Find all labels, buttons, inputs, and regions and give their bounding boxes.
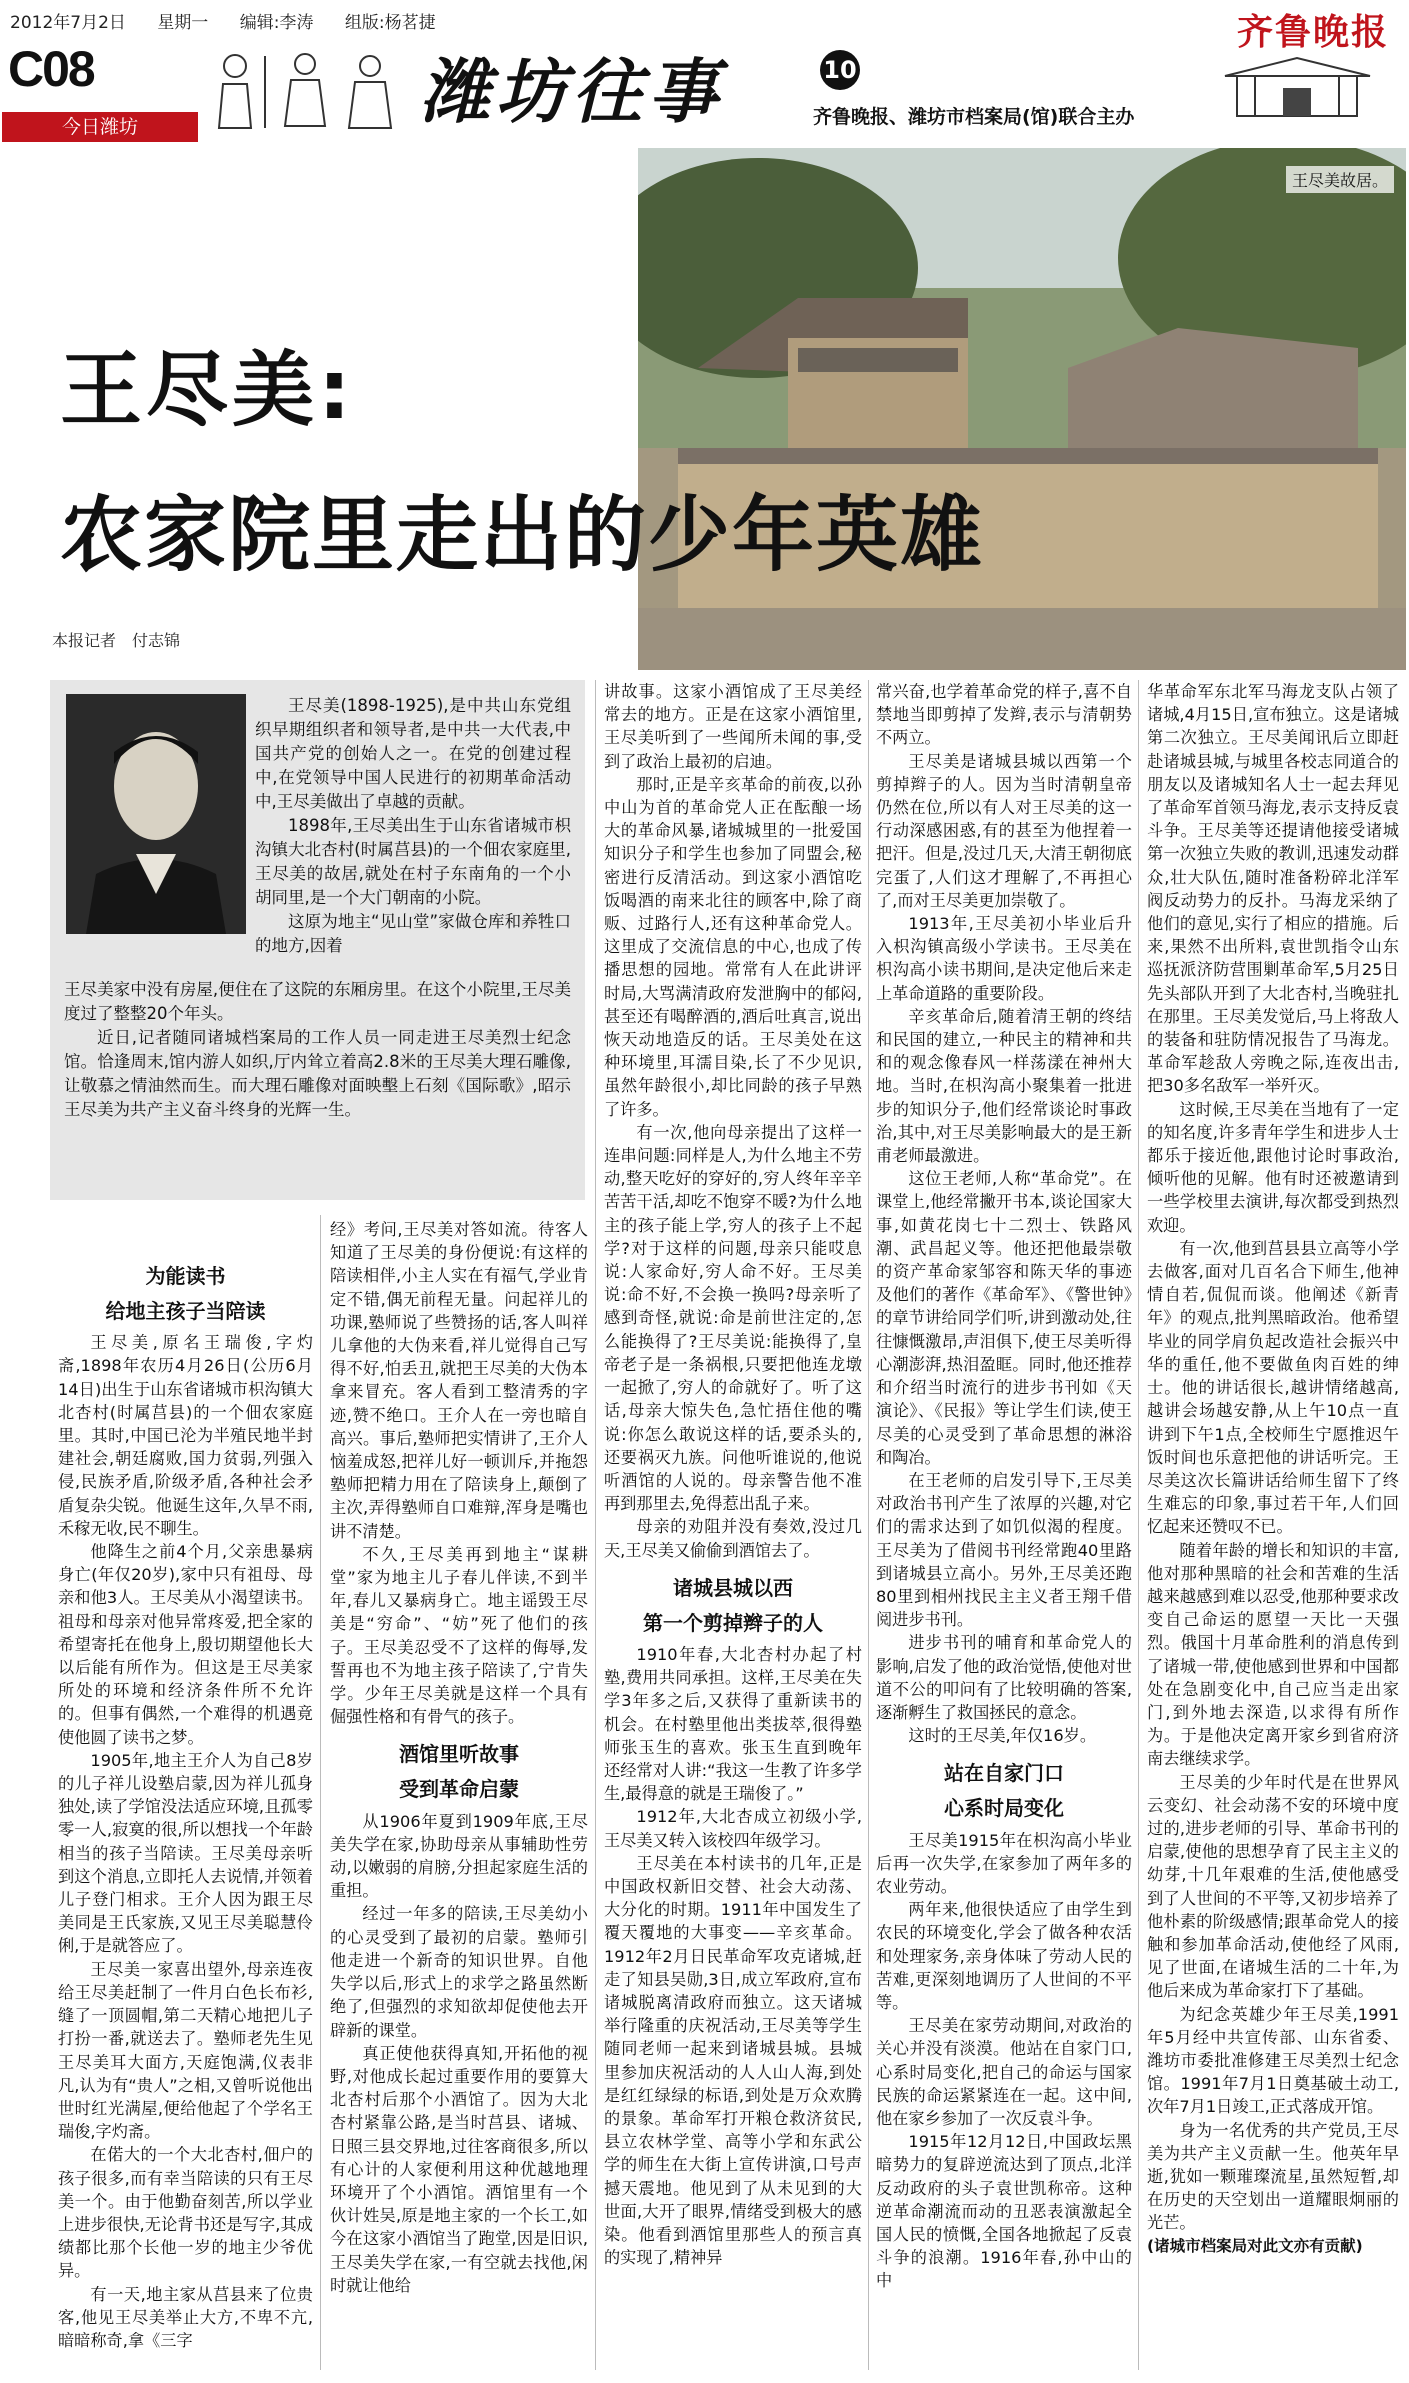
- banner-gate-illustration: [1205, 36, 1390, 136]
- contribution-credit: (诸城市档案局对此文亦有贡献): [1147, 2236, 1363, 2255]
- body-paragraph: 华革命军东北军马海龙支队占领了诸城,4月15日,宣布独立。这是诸城第二次独立。王尽美闻讯后立即赶赴诸城县城,与城里各校志同道合的朋友以及诸城知名人士一起去拜见了革命军首领马海龙,表示支持反袁斗争。王尽美等还提请他接受诸城第一次独立失败的教训,迅速发动群众,壮大队伍,随时准备粉碎北洋军阀反动势力的反扑。马海龙采纳了他们的意见,实行了相应的措施。后来,果然不出所料,袁世凯指令山东巡抚派济防营围剿革命军,5月25日先头部队开到了大北杏村,当晚驻扎在那里。王尽美发觉后,马上将敌人的装备和驻防情况报告了马海龙。革命军趁敌人旁晚之际,连夜出击,把30多名敌军一举歼灭。: [1147, 682, 1399, 1096]
- body-paragraph: 这位王老师,人称“革命党”。在课堂上,他经常撇开书本,谈论国家大事,如黄花岗七十二烈士、铁路风潮、武昌起义等。他还把他最崇敬的资产革命家邹容和陈天华的事迹及他们的著作《革命军》、《警世钟》的章节讲给同学们听,讲到激动处,往往慷慨激昂,声泪俱下,使王尽美听得心潮澎湃,热泪盈眶。同时,他还推荐和介绍当时流行的进步书刊如《天演论》、《民报》等让学生们读,使王尽美的心灵受到了革命思想的淋浴和陶冶。: [876, 1169, 1132, 1467]
- banner-figures-illustration: [205, 36, 405, 136]
- body-paragraph: 进步书刊的哺育和革命党人的影响,启发了他的政治觉悟,使他对世道不公的叩问有了比较明确的答案,逐渐孵生了救国拯民的意念。: [876, 1633, 1132, 1722]
- masthead-meta: [10, 8, 462, 33]
- page-number: C08: [8, 41, 94, 97]
- body-paragraph: 1913年,王尽美初小毕业后升入枳沟镇高级小学读书。王尽美在枳沟高小读书期间,是决定他后来走上革命道路的重要阶段。: [876, 914, 1132, 1003]
- body-paragraph: 王尽美是诸城县城以西第一个剪掉辫子的人。因为当时清朝皇帝仍然在位,所以有人对王尽美的这一行动深感困惑,有的甚至为他捏着一把汗。但是,没过几天,大清王朝彻底完蛋了,人们这才理解了,不再担心了,而对王尽美更加崇敬了。: [876, 751, 1132, 910]
- intro-paragraph: 近日,记者随同诸城档案局的工作人员一同走进王尽美烈士纪念馆。恰逢周末,馆内游人如织,厅内耸立着高2.8米的王尽美大理石雕像,让敬慕之情油然而生。而大理石雕像对面映墼上石刻《国际歌》,昭示王尽美为共产主义奋斗终身的光辉一生。: [64, 1028, 571, 1119]
- intro-box: [50, 680, 585, 1200]
- editor-credit: 编辑:李涛: [239, 13, 314, 33]
- body-paragraph: 1915年12月12日,中国政坛黑暗势力的复辟逆流达到了顶点,北洋反动政府的头子袁世凯称帝。这种逆革命潮流而动的丑恶表演激起全国人民的愤慨,全国各地掀起了反袁斗争的浪潮。1916年春,孙中山的中: [876, 2132, 1132, 2291]
- article-column-2: [330, 1218, 588, 2297]
- body-paragraph: 有一次,他到莒县县立高等小学去做客,面对几百名合下师生,他神情自若,侃侃而谈。他阐述《新青年》的观点,批判黑暗政治。他希望毕业的同学肩负起改造社会振兴中华的重任,他不要做鱼肉百姓的绅士。他的讲话很长,越讲情绪越高,越讲会场越安静,从上午10点一直讲到下午1点,全校师生宁愿推迟午饭时间也乐意把他的讲话听完。王尽美这次长篇讲话给师生留下了终生难忘的印象,事过若干年,人们回忆起来还赞叹不已。: [1147, 1238, 1399, 1537]
- subsection-subheading: 第一个剪掉辫子的人: [643, 1610, 823, 1635]
- intro-side-text: [255, 694, 571, 958]
- article-column-1: [58, 1250, 313, 2352]
- newspaper-brand: 齐鲁晚报: [1236, 11, 1389, 53]
- column-rule: [868, 680, 869, 2370]
- body-paragraph: 辛亥革命后,随着清王朝的终结和民国的建立,一种民主的精神和共和的观念像春风一样荡漾在神州大地。当时,在枳沟高小聚集着一批进步的知识分子,他们经常谈论时事政治,其中,对王尽美影响最大的是王新甫老师最激进。: [876, 1006, 1132, 1166]
- article-column-5: [1147, 680, 1399, 2258]
- body-paragraph: 他降生之前4个月,父亲患暴病身亡(年仅20岁),家中只有祖母、母亲和他3人。王尽美从小渴望读书。祖母和母亲对他异常疼爱,把全家的希望寄托在他身上,殷切期望他长大以后能有所作为。但这是王尽美家所处的环境和经济条件所不允许的。但事有偶然,一个难得的机遇竟使他圆了读书之梦。: [58, 1542, 313, 1747]
- body-paragraph: 这时候,王尽美在当地有了一定的知名度,许多青年学生和进步人士都乐于接近他,跟他讨论时事政治,倾听他的见解。他有时还被邀请到一些学校里去演讲,每次都受到热烈欢迎。: [1147, 1099, 1399, 1235]
- article-column-3: [604, 680, 862, 2269]
- body-paragraph: 1910年春,大北杏村办起了村塾,费用共同承担。这样,王尽美在失学3年多之后,又获得了重新读书的机会。在村塾里他出类拔萃,很得塾师张玉生的喜欢。张玉生直到晚年还经常对人讲:“我这一生教了许多学生,最得意的就是王瑞俊了。”: [604, 1644, 862, 1804]
- body-paragraph: 在王老师的启发引导下,王尽美对政治书刊产生了浓厚的兴趣,对它们的需求达到了如饥似渴的程度。王尽美为了借阅书刊经常跑40里路到诸城县立高小。另外,王尽美还跑80里到相州找民主主义者王翔千借阅进步书刊。: [876, 1470, 1132, 1630]
- residence-photo-drawing: [638, 148, 1406, 670]
- column-banner: [205, 36, 1390, 136]
- body-paragraph: 经》考问,王尽美对答如流。待客人知道了王尽美的身份便说:有这样的陪读相伴,小主人实在有福气,学业肯定不错,偶无前程无量。问起祥儿的功课,塾师说了些赞扬的话,客人叫祥儿拿他的大伪来看,祥儿觉得自己写得不好,怕丢丑,就把王尽美的大伪本拿来冒充。客人看到工整清秀的字迹,赞不绝口。王介人在一旁也暗自高兴。事后,塾师把实情讲了,王介人恼羞成怒,把祥儿好一顿训斥,并拖怨塾师把精力用在了陪读身上,颠倒了主次,弄得塾师自口难辩,浑身是嘴也讲不清楚。: [330, 1220, 588, 1541]
- body-paragraph: 从1906年夏到1909年底,王尽美失学在家,协助母亲从事辅助性劳动,以嫩弱的肩膀,分担起家庭生活的重担。: [330, 1811, 588, 1901]
- body-paragraph: 王尽美,原名王瑞俊,字灼斋,1898年农历4月26日(公历6月14日)出生于山东省诸城市枳沟镇大北杏村(时属莒县)的一个佃农家庭里。其时,中国已沦为半殖民地半封建社会,朝廷腐败,国力贫弱,列强入侵,民族矛盾,阶级矛盾,各种社会矛盾复杂尖锐。他诞生这年,久旱不雨,禾稼无收,民不聊生。: [58, 1333, 313, 1538]
- column-rule: [1138, 680, 1139, 2370]
- intro-paragraph: 王尽美(1898-1925),是中共山东党组织早期组织者和领导者,是中共一大代表,中国共产党的创始人之一。在党的创建过程中,在党领导中国人民进行的初期革命活动中,王尽美做出了卓越的贡献。: [255, 696, 571, 811]
- body-paragraph: 真正使他获得真知,开拓他的视野,对他成长起过重要作用的要算大北杏村后那个小酒馆了。因为大北杏村紧靠公路,是当时莒县、诸城、日照三县交界地,过往客商很多,所以有心计的人家便利用这种优越地理环境开了个小酒馆。酒馆里有一个伙计姓吴,原是地主家的一个长工,如今在这家小酒馆当了跑堂,因是旧识,王尽美失学在家,一有空就去找他,闲时就让他给: [330, 2043, 588, 2295]
- body-paragraph: 常兴奋,也学着革命党的样子,喜不自禁地当即剪掉了发辫,表示与清朝势不两立。: [876, 682, 1132, 748]
- body-paragraph: 随着年龄的增长和知识的丰富,他对那种黑暗的社会和苦难的生活越来越感到难以忍受,他那种要求改变自己命运的愿望一天比一天强烈。俄国十月革命胜利的消息传到了诸城一带,使他感到世界和中国都处在急剧变化中,自己应当走出家门,到外地去深造,以求得有所作为。于是他决定离开家乡到省府济南去继续求学。: [1147, 1540, 1399, 1769]
- subsection-subheading: 给地主孩子当陪读: [105, 1299, 266, 1323]
- article-column-4: [876, 680, 1132, 2293]
- subsection-heading: 站在自家门口: [944, 1761, 1064, 1786]
- intro-paragraph: 这原为地主“见山堂”家做仓库和养牲口的地方,因着: [255, 912, 571, 955]
- body-paragraph: 王尽美在家劳动期间,对政治的关心并没有淡漠。他站在自家门口,心系时局变化,把自己的命运与国家民族的命运紧紧连在一起。这中间,他在家乡参加了一次反袁斗争。: [876, 2016, 1132, 2128]
- byline: 本报记者 付志锦: [52, 631, 181, 650]
- former-residence-photo: [638, 148, 1406, 670]
- body-paragraph: 这时的王尽美,年仅16岁。: [908, 1726, 1097, 1746]
- subsection-subheading: 心系时局变化: [944, 1796, 1064, 1821]
- series-number-badge: 10: [820, 50, 860, 90]
- subsection-heading: 酒馆里听故事: [399, 1742, 519, 1767]
- intro-bottom-text: [64, 978, 571, 1122]
- issue-weekday: 星期一: [157, 13, 209, 33]
- intro-paragraph: 1898年,王尽美出生于山东省诸城市枳沟镇大北杏村(时属莒县)的一个佃农家庭里,王尽美的故居,就处在村子东南角的一个小胡同里,是一个大门朝南的小院。: [255, 816, 571, 907]
- photo-caption: 王尽美故居。: [1286, 166, 1394, 193]
- body-paragraph: 为纪念英雄少年王尽美,1991年5月经中共宣传部、山东省委、潍坊市委批准修建王尽美烈士纪念馆。1991年7月1日奠基破土动工,次年7月1日竣工,正式落成开馆。: [1147, 2004, 1399, 2117]
- issue-date: 2012年7月2日: [10, 13, 126, 33]
- column-rule: [320, 1215, 321, 2370]
- portrait-drawing: [66, 694, 246, 934]
- section-tag: 今日潍坊: [2, 112, 198, 142]
- subsection-subheading: 受到革命启蒙: [399, 1777, 519, 1802]
- body-paragraph: 那时,正是辛亥革命的前夜,以孙中山为首的革命党人正在酝酿一场大的革命风暴,诸城城里的一批爱国知识分子和学生也参加了同盟会,秘密进行反清活动。到这家小酒馆吃饭喝酒的南来北往的顾客中,除了商贩、过路行人,还有这种革命党人。这里成了交流信息的中心,也成了传播思想的园地。常常有人在此讲评时局,大骂满清政府发泄胸中的郁闷,甚至还有喝醉酒的,酒后吐真言,说出恢天动地造反的话。王尽美处在这种环境里,耳濡目染,长了不少见识,虽然年龄很小,却比同龄的孩子早熟了许多。: [604, 774, 862, 1119]
- portrait-photo: [66, 694, 246, 934]
- designer-credit: 组版:杨茗捷: [344, 13, 436, 33]
- body-paragraph: 有一次,他向母亲提出了这样一连串问题:同样是人,为什么地主不劳动,整天吃好的穿好的,穷人终年辛辛苦苦干活,却吃不饱穿不暖?为什么地主的孩子能上学,穷人的孩子上不起学?对于这样的问题,母亲只能哎息说:人家命好,穷人命不好。王尽美说:命不好,不会换一换吗?母亲听了感到奇怪,就说:命是前世注定的,怎么能换得了?王尽美说:能换得了,皇帝老子是一条祸根,只要把他连龙墩一起掀了,穷人的命就好了。听了这话,母亲大惊失色,急忙捂住他的嘴说:你怎么敢说这样的话,要杀头的,还要祸灭九族。问他听谁说的,他说听酒馆的人说的。母亲警告他不准再到那里去,免得惹出乱子来。: [604, 1122, 862, 1514]
- body-paragraph: 王尽美一家喜出望外,母亲连夜给王尽美赶制了一件月白色长布衫,缝了一顶圆帽,第二天精心地把儿子打扮一番,就送去了。塾师老先生见王尽美耳大面方,天庭饱满,仪表非凡,认为有“贵人”之相,又曾听说他出世时红光满屋,便给他起了个学名王瑞俊,字灼斋。: [58, 1959, 313, 2142]
- body-paragraph: 1905年,地主王介人为自己8岁的儿子祥儿设塾启蒙,因为祥儿孤身独处,读了学馆没法适应环境,且孤零零一人,寂寞的很,所以想找一个年龄相当的孩子当陪读。王尽美母亲听到这个消息,立即托人去说情,并领着儿子登门相求。王介人因为跟王尽美同是王氏家族,又见王尽美聪慧伶俐,于是就答应了。: [58, 1750, 313, 1956]
- headline-line-2: 农家院里走出的少年英雄: [60, 488, 985, 583]
- body-paragraph: 身为一名优秀的共产党员,王尽美为共产主义贡献一生。他英年早逝,犹如一颗璀璨流星,虽然短暂,却在历史的天空划出一道耀眼炯丽的光芒。: [1147, 2120, 1399, 2233]
- body-paragraph: 讲故事。这家小酒馆成了王尽美经常去的地方。正是在这家小酒馆里,王尽美听到了一些闻所未闻的事,受到了政治上最初的启迪。: [604, 682, 862, 771]
- body-paragraph: 1912年,大北杏成立初级小学,王尽美又转入该校四年级学习。: [604, 1807, 862, 1850]
- body-paragraph: 有一天,地主家从莒县来了位贵客,他见王尽美举止大方,不卑不亢,暗暗称奇,拿《三字: [58, 2284, 313, 2350]
- body-paragraph: 王尽美的少年时代是在世界风云变幻、社会动荡不安的环境中度过的,进步老师的引导、革命书刊的启蒙,使他的思想孕育了民主主义的幼芽,十几年艰难的生活,使他感受到了人世间的不平等,又初步培养了他朴素的阶级感情;跟革命党人的接触和参加革命活动,使他经了风雨,见了世面,在诸城生活的二十年,为他后来成为革命家打下了基础。: [1147, 1772, 1399, 2001]
- intro-paragraph: 王尽美家中没有房屋,便住在了这院的东厢房里。在这个小院里,王尽美度过了整整20个年头。: [64, 980, 571, 1023]
- column-name: 潍坊往事: [420, 50, 724, 133]
- subsection-heading: 为能读书: [145, 1264, 226, 1288]
- body-paragraph: 王尽美1915年在枳沟高小毕业后再一次失学,在家参加了两年多的农业劳动。: [876, 1830, 1132, 1896]
- column-rule: [595, 680, 596, 2370]
- body-paragraph: 在偌大的一个大北杏村,佃户的孩子很多,而有幸当陪读的只有王尽美一个。由于他勤奋刻苦,所以学业上进步很快,无论背书还是写字,其成绩都比那个长他一岁的地主少爷优异。: [58, 2145, 313, 2281]
- body-paragraph: 母亲的劝阻并没有奏效,没过几天,王尽美又偷偷到酒馆去了。: [604, 1517, 862, 1560]
- subsection-heading: 诸城县城以西: [673, 1575, 793, 1600]
- body-paragraph: 不久,王尽美再到地主“谋耕堂”家为地主儿子春儿伴读,不到半年,春儿又暴病身亡。地主谣毁王尽美是“穷命”、“妨”死了他们的孩子。王尽美忍受不了这样的侮辱,发誓再也不为地主孩子陪读了,宁肯失学。少年王尽美就是这样一个具有倔强性格和有骨气的孩子。: [330, 1544, 588, 1727]
- cohost-line: 齐鲁晚报、潍坊市档案局(馆)联合主办: [813, 106, 1135, 128]
- body-paragraph: 两年来,他很快适应了由学生到农民的环境变化,学会了做各种农活和处理家务,亲身体味了劳动人民的苦难,更深刻地调历了人世间的不平等。: [876, 1900, 1132, 2012]
- body-paragraph: 王尽美在本村读书的几年,正是中国政权新旧交替、社会大动荡、大分化的时期。1911年中国发生了覆天覆地的大事变——辛亥革命。1912年2月日民革命军攻克诸城,赶走了知县吴勋,3日,成立军政府,宣布诸城脱离清政府而独立。这天诸城举行隆重的庆祝活动,王尽美等学生随同老师一起来到诸城县城。县城里参加庆祝活动的人人山人海,到处是红红绿绿的标语,到处是万众欢腾的景象。革命军打开粮仓救济贫民,县立农林学堂、高等小学和东武公学的师生在大街上宣传讲演,口号声撼天震地。他见到了从未见到的大世面,大开了眼界,情绪受到极大的感染。他看到酒馆里那些人的预言真的实现了,精神异: [604, 1853, 862, 2268]
- body-paragraph: 经过一年多的陪读,王尽美幼小的心灵受到了最初的启蒙。塾师引他走进一个新奇的知识世界。自他失学以后,形式上的求学之路虽然断绝了,但强烈的求知欲却促使他去开辟新的课堂。: [330, 1904, 588, 2040]
- headline-line-1: 王尽美:: [60, 343, 355, 438]
